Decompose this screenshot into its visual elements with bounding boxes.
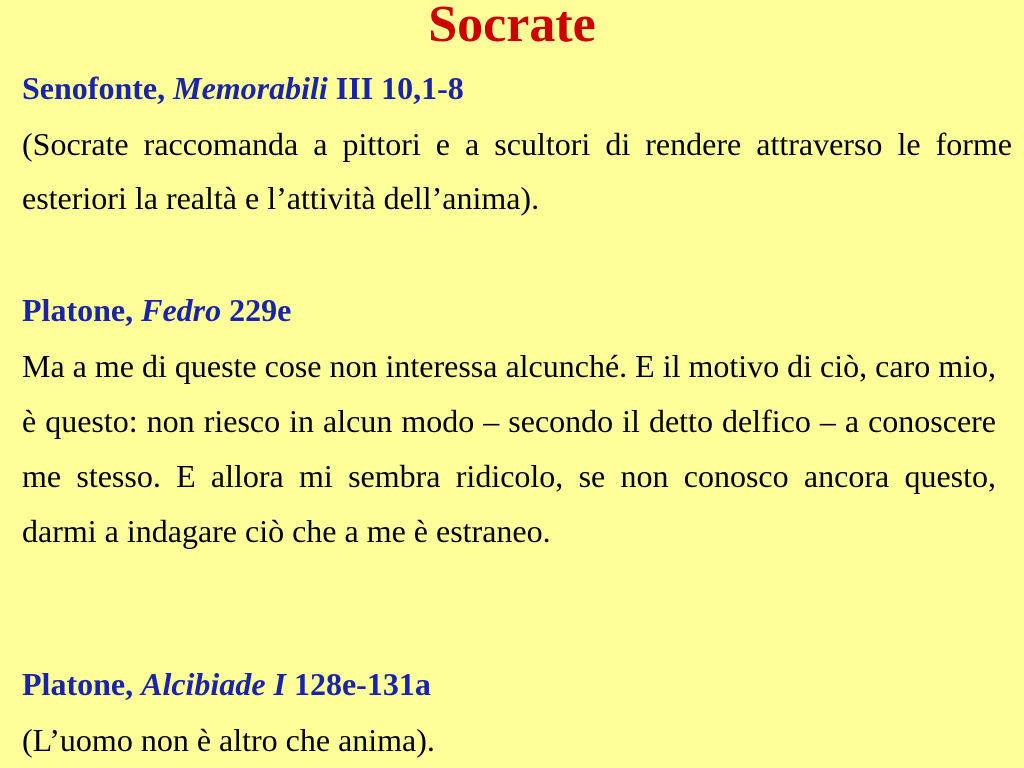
reference-senofonte	[22, 68, 464, 108]
quote-text-senofonte: (Socrate raccomanda a pittori e a scultori di rendere attraverso le forme esteriori la realtà e l’attività dell’anima).	[22, 126, 1012, 216]
work-title: Fedro	[141, 292, 222, 328]
author-name: Platone,	[22, 666, 134, 702]
work-locus: 128e-131a	[293, 666, 431, 702]
work-locus: III 10,1-8	[335, 70, 464, 106]
quote-text-alcibiade: (L’uomo non è altro che anima).	[22, 722, 435, 758]
work-locus: 229e	[229, 292, 292, 328]
quote-text-fedro: Ma a me di queste cose non interessa alcunché. E il motivo di ciò, caro mio, è questo: non riesco in alcun modo – secondo il detto delfico – a conoscere me stesso. E allora mi sembra ridicolo, se non conosco ancora questo, darmi a indagare ciò che a me è estraneo.	[22, 348, 996, 549]
work-title: Memorabili	[173, 70, 328, 106]
reference-alcibiade	[22, 664, 431, 704]
author-name: Platone,	[22, 292, 134, 328]
work-title: Alcibiade I	[141, 666, 286, 702]
reference-fedro	[22, 290, 291, 330]
slide-title: Socrate	[428, 0, 596, 53]
author-name: Senofonte,	[22, 70, 166, 106]
